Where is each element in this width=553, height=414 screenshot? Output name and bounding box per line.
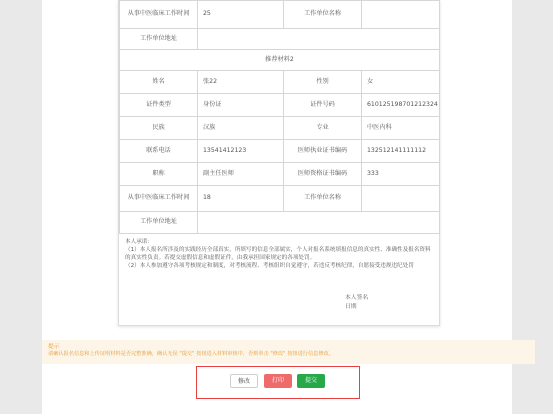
name-label: 姓名 bbox=[120, 71, 198, 94]
id-type-label: 证件类型 bbox=[120, 94, 198, 117]
section-title: 推荐材料2 bbox=[120, 50, 440, 71]
title-value: 副主任医师 bbox=[198, 163, 284, 186]
submit-button[interactable]: 提交 bbox=[297, 374, 325, 388]
table-row bbox=[120, 94, 440, 117]
ethnic-label: 民族 bbox=[120, 117, 198, 140]
print-button[interactable]: 打印 bbox=[264, 374, 292, 388]
table-row bbox=[120, 163, 440, 186]
table-row bbox=[120, 71, 440, 94]
tips-text: 请确认报名信息和上传证明材料是否完整准确，确认无误 "提交" 按钮进入材料审核中，否则单击 "修改" 按钮进行信息修改。 bbox=[48, 351, 334, 357]
table-row bbox=[120, 140, 440, 163]
title-label: 职称 bbox=[120, 163, 198, 186]
unit-name-value bbox=[362, 186, 440, 212]
tips-title: 提示 bbox=[48, 344, 60, 350]
gender-value: 女 bbox=[362, 71, 440, 94]
pledge-line-2: （2）本人参加遵守各项考核规定和制度，对考核流程、考核组织自觉遵守，若违反考核纪律，自愿接受违规违纪处罚 bbox=[125, 263, 414, 270]
pledge-heading: 本人承诺： bbox=[125, 239, 153, 245]
id-number-value: 610125198701212324 bbox=[362, 94, 440, 117]
table-row bbox=[120, 212, 440, 234]
qualification-code-value: 333 bbox=[362, 163, 440, 186]
unit-name-label: 工作单位名称 bbox=[284, 186, 362, 212]
years-label: 从事中医临床工作时间 bbox=[120, 186, 198, 212]
years-label: 从事中医临床工作时间 bbox=[120, 1, 198, 29]
application-form-preview bbox=[118, 0, 440, 326]
ethnic-value: 汉族 bbox=[198, 117, 284, 140]
pledge-line-1: （1）本人报名所涉及的实践经历全部真实，所填写的信息全部属实，个人对报名系统填报信息的真实性、准确性及报名资料的真实性负责。若提交虚假信息和虚假证件，由我承担国家规定的各项处罚。 bbox=[125, 247, 431, 262]
table-row bbox=[120, 117, 440, 140]
years-value: 25 bbox=[198, 1, 284, 29]
unit-address-label: 工作单位地址 bbox=[120, 212, 198, 234]
unit-name-value bbox=[362, 1, 440, 29]
unit-name-label: 工作单位名称 bbox=[284, 1, 362, 29]
major-label: 专业 bbox=[284, 117, 362, 140]
tips-box bbox=[42, 340, 535, 364]
years-value: 18 bbox=[198, 186, 284, 212]
id-type-value: 身份证 bbox=[198, 94, 284, 117]
table-row bbox=[120, 50, 440, 71]
phone-label: 联系电话 bbox=[120, 140, 198, 163]
gender-label: 性别 bbox=[284, 71, 362, 94]
qualification-code-label: 医师资格证书编码 bbox=[284, 163, 362, 186]
license-code-label: 医师执业证书编码 bbox=[284, 140, 362, 163]
unit-address-value bbox=[198, 212, 440, 234]
signature-label: 本人签名 bbox=[345, 295, 369, 301]
unit-address-value bbox=[198, 29, 440, 50]
table-row bbox=[120, 186, 440, 212]
name-value: 张22 bbox=[198, 71, 284, 94]
id-number-label: 证件号码 bbox=[284, 94, 362, 117]
unit-address-label: 工作单位地址 bbox=[120, 29, 198, 50]
license-code-value: 132512141111112 bbox=[362, 140, 440, 163]
table-row bbox=[120, 1, 440, 29]
table-row bbox=[120, 29, 440, 50]
pledge-section bbox=[119, 234, 439, 324]
edit-button[interactable]: 修改 bbox=[230, 374, 258, 388]
major-value: 中医内科 bbox=[362, 117, 440, 140]
date-label: 日期 bbox=[345, 304, 357, 310]
phone-value: 13541412123 bbox=[198, 140, 284, 163]
referee-info-table bbox=[119, 0, 440, 234]
